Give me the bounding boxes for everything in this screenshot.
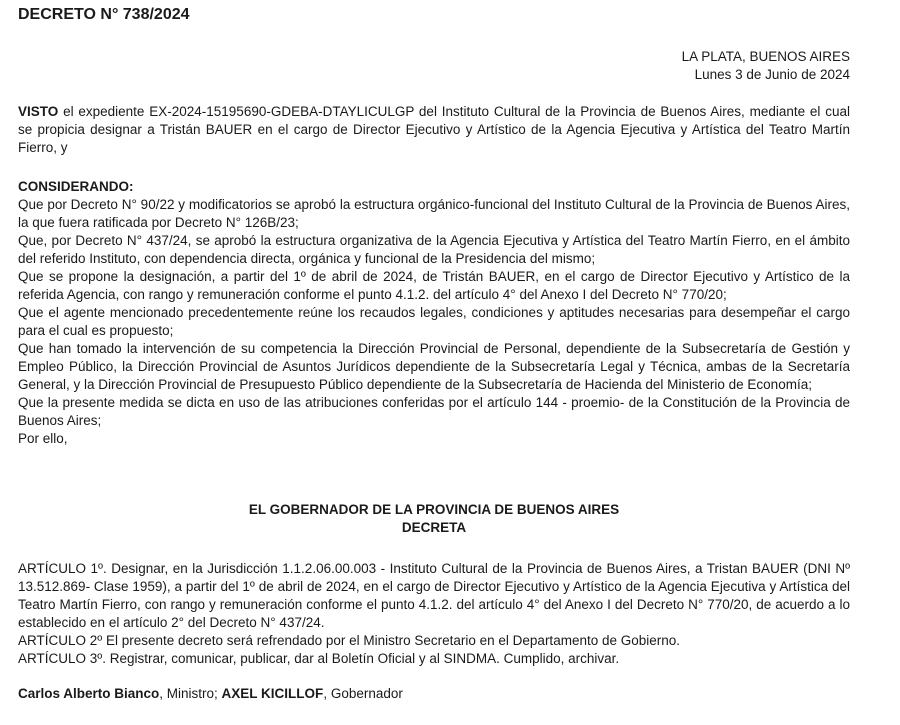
decree-date: Lunes 3 de Junio de 2024 (694, 67, 850, 82)
resolutive-heading (18, 501, 850, 537)
considerando-paragraph: Que han tomado la intervención de su competencia la Dirección Provincial de Personal, dependiente de la Subsecretaría de Gestión y Empleo Público, la Dirección Provincial de Asuntos Jurídicos dependiente de la Subsecretaría Legal y Técnica, ambas de la Secretaría General, y la Dirección Provincial de Presupuesto Público dependiente de la Subsecretaría de Hacienda del Ministerio de Economía; (18, 341, 850, 392)
considerando-paragraph: Por ello, (18, 431, 68, 446)
considerando-paragraph: Que se propone la designación, a partir del 1º de abril de 2024, de Tristán BAUER, en el cargo de Director Ejecutivo y Artístico de la referida Agencia, con rango y remuneración conforme el punto 4.1.2. del artículo 4° del Anexo I del Decreto N° 770/20; (18, 269, 850, 302)
articles-section (18, 560, 850, 668)
article-2: ARTÍCULO 2º El presente decreto será refrendado por el Ministro Secretario en el Departamento de Gobierno. (18, 633, 681, 648)
considerando-label: CONSIDERANDO: (18, 179, 134, 194)
decree-title: DECRETO N° 738/2024 (18, 6, 190, 23)
visto-label: VISTO (18, 104, 59, 119)
article-1: ARTÍCULO 1º. Designar, en la Jurisdicción 1.1.2.06.00.003 - Instituto Cultural de la Provincia de Buenos Aires, a Tristan BAUER (DNI Nº 13.512.869- Clase 1959), a partir del 1º de abril de 2024, en el cargo de Director Ejecutivo y Artístico de la Agencia Ejecutiva y Artística del Teatro Martín Fierro, con rango y remuneración conforme el punto 4.1.2. del artículo 4° del Anexo I del Decreto N° 770/20, de acuerdo a lo establecido en el artículo 2° del Decreto N° 437/24. (18, 561, 850, 630)
visto-text: el expediente EX-2024-15195690-GDEBA-DTAYLICULGP del Instituto Cultural de la Provincia de Buenos Aires, mediante el cual se propicia designar a Tristán BAUER en el cargo de Director Ejecutivo y Artístico de la Agencia Ejecutiva y Artística del Teatro Martín Fierro, y (18, 104, 850, 155)
signature-line (18, 685, 850, 703)
place-date-block (682, 48, 850, 84)
considerando-paragraph: Que, por Decreto N° 437/24, se aprobó la estructura organizativa de la Agencia Ejecutiva y Artística del Teatro Martín Fierro, en el ámbito del referido Instituto, con dependencia directa, orgánica y funcional de la Presidencia del mismo; (18, 233, 850, 266)
minister-role: , Ministro; (159, 686, 222, 701)
resolutive-authority: EL GOBERNADOR DE LA PROVINCIA DE BUENOS AIRES (248, 502, 620, 517)
governor-name: AXEL KICILLOF (221, 686, 324, 701)
considerando-paragraph: Que el agente mencionado precedentemente reúne los recaudos legales, condiciones y aptitudes necesarias para desempeñar el cargo para el cual es propuesto; (18, 305, 850, 338)
visto-section (18, 103, 850, 157)
considerando-paragraph: Que la presente medida se dicta en uso de las atribuciones conferidas por el artículo 144 - proemio- de la Constitución de la Provincia de Buenos Aires; (18, 395, 850, 428)
resolutive-decreta: DECRETA (401, 520, 467, 535)
considerando-section (18, 178, 850, 448)
considerando-paragraph: Que por Decreto N° 90/22 y modificatorios se aprobó la estructura orgánico-funcional del Instituto Cultural de la Provincia de Buenos Aires, la que fuera ratificada por Decreto N° 126B/23; (18, 197, 850, 230)
article-3: ARTÍCULO 3º. Registrar, comunicar, publicar, dar al Boletín Oficial y al SINDMA. Cumplido, archivar. (18, 651, 620, 666)
governor-role: , Gobernador (323, 686, 403, 701)
decree-place: LA PLATA, BUENOS AIRES (681, 49, 850, 64)
minister-name: Carlos Alberto Bianco (18, 686, 160, 701)
